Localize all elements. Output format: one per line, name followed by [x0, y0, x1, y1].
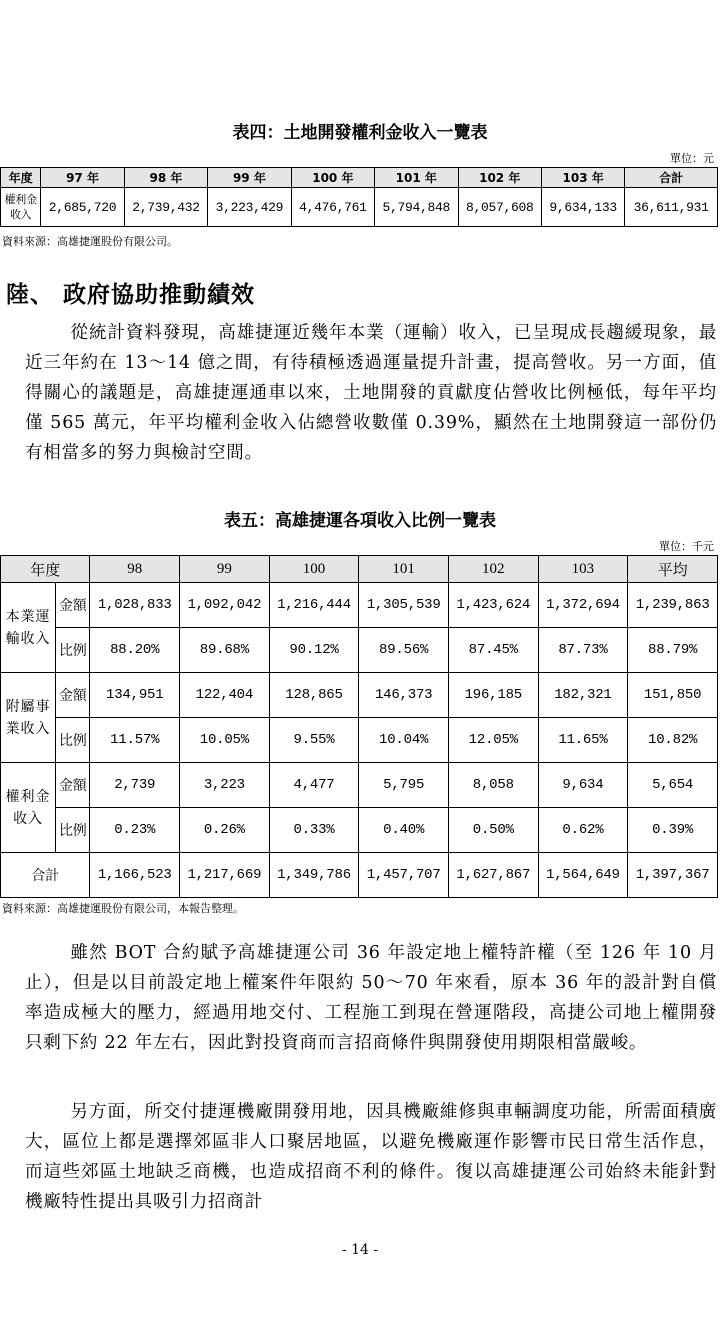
row-sub-label: 金額 — [56, 763, 90, 808]
column-header: 101 — [359, 556, 449, 583]
table-row — [1, 188, 718, 227]
table-cell: 11.57% — [90, 718, 180, 763]
table-cell: 1,372,694 — [538, 583, 628, 628]
row-group-label: 本業運 輸收入 — [1, 583, 56, 673]
table-row — [1, 628, 718, 673]
column-header: 102 — [448, 556, 538, 583]
column-header: 99 年 — [208, 168, 291, 188]
table-row — [1, 673, 718, 718]
column-header: 100 年 — [291, 168, 374, 188]
table-cell: 12.05% — [448, 718, 538, 763]
table4-caption: 表四：土地開發權利金收入一覽表 — [232, 123, 488, 143]
table-cell: 1,217,669 — [180, 853, 270, 898]
paragraph: 從統計資料發現，高雄捷運近幾年本業（運輸）收入，已呈現成長趨緩現象，最近三年約在 13～14 億之間，有待積極透過運量提升計畫，提高營收。另一方面，值得關心的議題是，高雄捷運通車以來，土地開發的貢獻度佔營收比例極低，每年平均僅 565 萬元，年平均權利金收入佔總營收數僅 0.39%，顯然在土地開發這一部份仍有相當多的努力與檢討空間。 — [25, 323, 717, 463]
table-cell: 1,216,444 — [269, 583, 359, 628]
table-cell: 3,223,429 — [208, 188, 291, 227]
column-header: 年度 — [1, 168, 41, 188]
table-cell: 9.55% — [269, 718, 359, 763]
column-header: 98 年 — [124, 168, 207, 188]
table-cell: 0.39% — [628, 808, 718, 853]
table-cell: 1,239,863 — [628, 583, 718, 628]
table-cell: 128,865 — [269, 673, 359, 718]
table-header-row — [1, 556, 718, 583]
row-header: 權利金 收入 — [1, 188, 41, 227]
table-cell: 1,397,367 — [628, 853, 718, 898]
table-row — [1, 718, 718, 763]
table-cell: 8,058 — [448, 763, 538, 808]
column-header: 100 — [269, 556, 359, 583]
table-row — [1, 763, 718, 808]
table5-unit: 單位：千元 — [659, 540, 714, 553]
table-cell: 89.56% — [359, 628, 449, 673]
column-header: 平均 — [628, 556, 718, 583]
column-header: 97 年 — [41, 168, 124, 188]
table-cell: 146,373 — [359, 673, 449, 718]
page-number: - 14 - — [341, 1242, 379, 1258]
revenue-ratio-table — [0, 555, 718, 898]
table-cell: 11.65% — [538, 718, 628, 763]
table-total-row — [1, 853, 718, 898]
table-cell: 89.68% — [180, 628, 270, 673]
column-header: 合計 — [625, 168, 718, 188]
section-heading: 陸、 政府協助推動績效 — [6, 282, 256, 308]
table-cell: 0.26% — [180, 808, 270, 853]
table-cell: 1,564,649 — [538, 853, 628, 898]
table-cell: 122,404 — [180, 673, 270, 718]
row-sub-label: 比例 — [56, 808, 90, 853]
table-cell: 0.50% — [448, 808, 538, 853]
table-cell: 182,321 — [538, 673, 628, 718]
table-cell: 10.05% — [180, 718, 270, 763]
row-group-label: 附屬事 業收入 — [1, 673, 56, 763]
table-cell: 0.33% — [269, 808, 359, 853]
table-cell: 0.23% — [90, 808, 180, 853]
table-cell: 5,794,848 — [375, 188, 458, 227]
row-sub-label: 比例 — [56, 628, 90, 673]
paragraph: 雖然 BOT 合約賦予高雄捷運公司 36 年設定地上權特許權（至 126 年 10 月止），但是以目前設定地上權案件年限約 50～70 年來看，原本 36 年的設計對自償率造成極大的壓力，經過用地交付、工程施工到現在營運階段，高捷公司地上權開發只剩下約 22 年左右，因此對投資商而言招商條件與開發使用期限相當嚴峻。 — [25, 943, 717, 1053]
table5-caption: 表五：高雄捷運各項收入比例一覽表 — [224, 511, 496, 531]
column-header: 99 — [180, 556, 270, 583]
table-cell: 1,423,624 — [448, 583, 538, 628]
table4-source: 資料來源：高雄捷運股份有限公司。 — [2, 235, 178, 248]
total-label: 合計 — [1, 853, 90, 898]
table-cell: 196,185 — [448, 673, 538, 718]
table-cell: 1,166,523 — [90, 853, 180, 898]
column-header: 年度 — [1, 556, 90, 583]
table-cell: 4,476,761 — [291, 188, 374, 227]
column-header: 102 年 — [458, 168, 541, 188]
table-cell: 0.40% — [359, 808, 449, 853]
table5-source: 資料來源：高雄捷運股份有限公司，本報告整理。 — [2, 902, 244, 915]
column-header: 103 — [538, 556, 628, 583]
table-cell: 0.62% — [538, 808, 628, 853]
table-cell: 2,739,432 — [124, 188, 207, 227]
table-cell: 1,305,539 — [359, 583, 449, 628]
table-cell: 2,685,720 — [41, 188, 124, 227]
table-cell: 1,457,707 — [359, 853, 449, 898]
table-cell: 1,627,867 — [448, 853, 538, 898]
table-cell: 36,611,931 — [625, 188, 718, 227]
table-cell: 1,092,042 — [180, 583, 270, 628]
column-header: 101 年 — [375, 168, 458, 188]
table-header-row — [1, 168, 718, 188]
row-sub-label: 比例 — [56, 718, 90, 763]
table-cell: 90.12% — [269, 628, 359, 673]
table-cell: 10.82% — [628, 718, 718, 763]
table-row — [1, 583, 718, 628]
row-sub-label: 金額 — [56, 583, 90, 628]
land-royalty-table — [0, 167, 718, 227]
table-cell: 10.04% — [359, 718, 449, 763]
table-cell: 2,739 — [90, 763, 180, 808]
column-header: 103 年 — [541, 168, 624, 188]
table-cell: 5,795 — [359, 763, 449, 808]
table-cell: 5,654 — [628, 763, 718, 808]
table-cell: 151,850 — [628, 673, 718, 718]
row-group-label: 權利金 收入 — [1, 763, 56, 853]
table-cell: 87.73% — [538, 628, 628, 673]
paragraph: 另方面，所交付捷運機廠開發用地，因具機廠維修與車輛調度功能，所需面積廣大，區位上都是選擇郊區非人口聚居地區，以避免機廠運作影響市民日常生活作息，而這些郊區土地缺乏商機，也造成招商不利的條件。復以高雄捷運公司始終未能針對機廠特性提出具吸引力招商計 — [25, 1102, 717, 1212]
table-cell: 88.79% — [628, 628, 718, 673]
table-cell: 87.45% — [448, 628, 538, 673]
row-sub-label: 金額 — [56, 673, 90, 718]
column-header: 98 — [90, 556, 180, 583]
table-cell: 1,349,786 — [269, 853, 359, 898]
table4-unit: 單位：元 — [670, 152, 714, 165]
table-cell: 9,634,133 — [541, 188, 624, 227]
table-cell: 9,634 — [538, 763, 628, 808]
table-cell: 1,028,833 — [90, 583, 180, 628]
table-cell: 3,223 — [180, 763, 270, 808]
table-cell: 88.20% — [90, 628, 180, 673]
table-row — [1, 808, 718, 853]
table-cell: 4,477 — [269, 763, 359, 808]
table-cell: 134,951 — [90, 673, 180, 718]
table-cell: 8,057,608 — [458, 188, 541, 227]
